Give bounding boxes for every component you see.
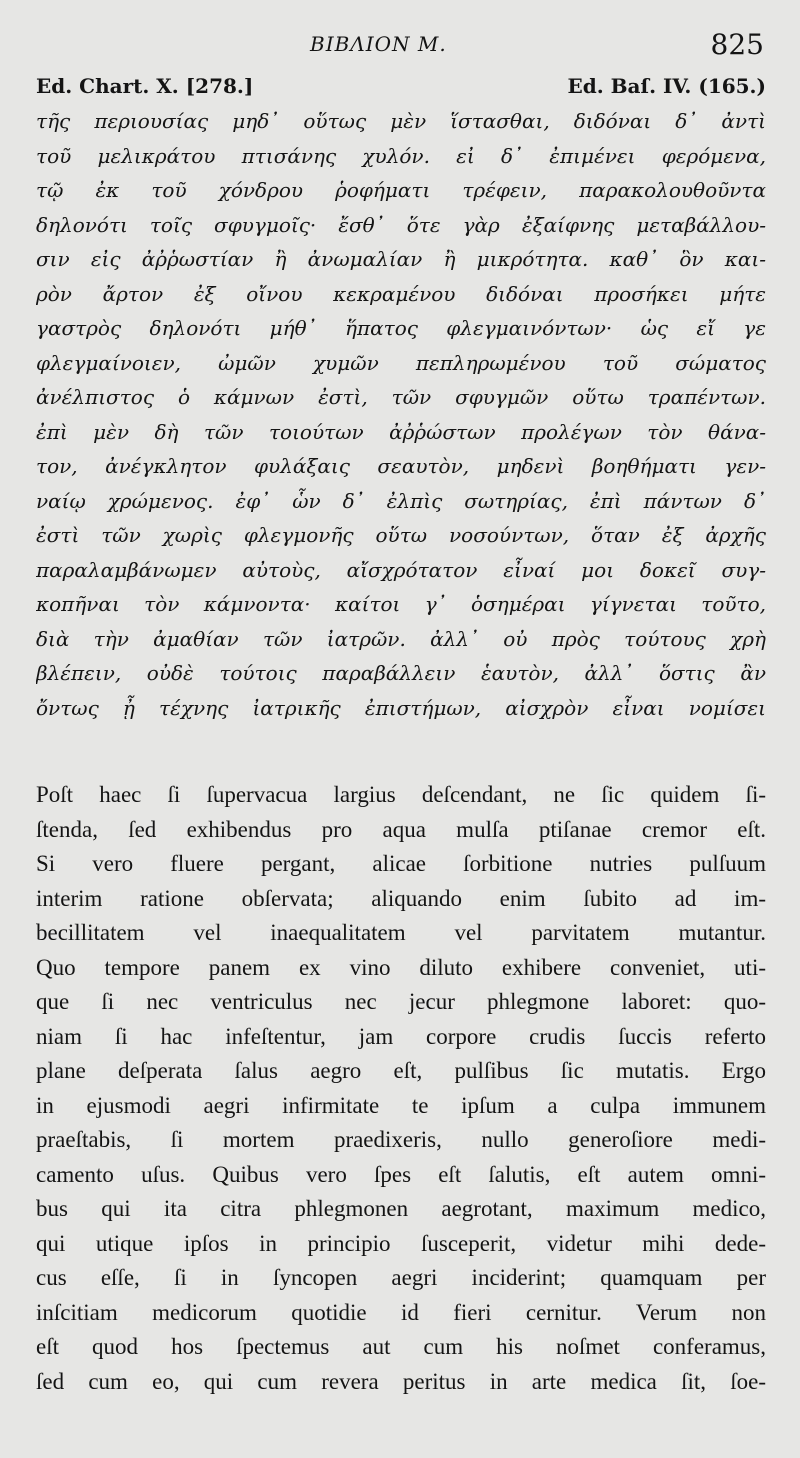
greek-text [36,104,766,725]
greek-text-line: τον, ἀνέγκλητον φυλάξαις σεαυτὸν, μηδενὶ βοηθήματι γεν- [36,454,766,478]
greek-text-line: ναίῳ χρώμενος. ἐφ᾽ ὧν δ᾽ ἐλπὶς σωτηρίας, ἐπὶ πάντων δ᾽ [36,488,766,513]
latin-text-line: Quo tempore panem ex vino diluto exhibere conveniet, uti- [36,954,766,980]
latin-text-line: Poſt haec ſi ſupervacua largius deſcendant, ne ſic quidem ſi- [36,782,766,807]
greek-text-line: ἐστὶ τῶν χωρὶς φλεγμονῆς οὕτω νοσούντων, ὅταν ἐξ ἀρχῆς [36,523,766,547]
greek-text-line: βλέπειν, οὐδὲ τούτοις παραβάλλειν ἑαυτὸν, ἀλλ᾽ ὅστις ἂν [36,661,766,685]
latin-text-line: bus qui ita citra phlegmonen aegrotant, maximum medico, [36,1196,766,1221]
latin-text-line: niam ſi hac infeſtentur, jam corpore crudis ſuccis referto [36,1023,766,1049]
latin-text-line: qui utique ipſos in principio ſusceperit, videtur mihi dede- [36,1230,766,1256]
running-title: BIBΛION M. [310,32,447,56]
greek-text-line: ὄντως ᾖ τέχνης ἰατρικῆς ἐπιστήμων, αἰσχρὸν εἶναι νομίσει [36,695,766,720]
greek-text-line: φλεγμαίνοιεν, ὠμῶν χυμῶν πεπληρωμένου τοῦ σώματος [36,350,766,375]
latin-text-line: praeſtabis, ſi mortem praedixeris, nullo generoſiore medi- [36,1127,766,1152]
latin-text-line: interim ratione obſervata; aliquando enim ſubito ad im- [36,885,766,911]
greek-text-line: δηλονότι τοῖς σφυγμοῖς· ἔσθ᾽ ὅτε γὰρ ἐξαίφνης μεταβάλλου- [36,212,766,237]
latin-text-line: ſtenda, ſed exhibendus pro aqua mulſa ptiſanae cremor eſt. [36,816,766,842]
greek-text-line: τῆς περιουσίας μηδ᾽ οὕτως μὲν ἵστασθαι, διδόναι δ᾽ ἀντὶ [36,109,766,133]
latin-text-line: que ſi nec ventriculus nec jecur phlegmone laboret: quo- [36,989,766,1014]
greek-text-line: ἀνέλπιστος ὁ κάμνων ἐστὶ, τῶν σφυγμῶν οὕτω τραπέντων. [36,385,766,409]
latin-text-line: in ejusmodi aegri infirmitate te ipſum a culpa immunem [36,1092,766,1118]
edition-left: Ed. Chart. X. [278.] [36,74,254,98]
greek-text-line: κοπῆναι τὸν κάμνοντα· καίτοι γ᾽ ὁσημέραι γίγνεται τοῦτο, [36,592,766,616]
latin-text-line: inſcitiam medicorum quotidie id fieri cernitur. Verum non [36,1299,766,1325]
greek-text-line: τῷ ἐκ τοῦ χόνδρου ῥοφήματι τρέφειν, παρακολουθοῦντα [36,178,766,202]
latin-text-line: ſed cum eo, qui cum revera peritus in arte medica ſit, ſoe- [36,1368,766,1394]
greek-text-line: γαστρὸς δηλονότι μήθ᾽ ἥπατος φλεγμαινόντων· ὡς εἴ γε [36,316,766,340]
latin-text-line: Si vero fluere pergant, alicae ſorbitione nutries pulſuum [36,851,766,876]
edition-line [36,74,766,104]
edition-right: Ed. Baſ. IV. (165.) [567,74,766,98]
latin-text-line: plane deſperata ſalus aegro eſt, pulſibus ſic mutatis. Ergo [36,1058,766,1083]
greek-text-line: παραλαμβάνωμεν αὐτοὺς, αἴσχρότατον εἶναί μοι δοκεῖ συγ- [36,557,766,582]
latin-text-line: eſt quod hos ſpectemus aut cum his noſmet conferamus, [36,1334,766,1359]
greek-text-line: τοῦ μελικράτου πτισάνης χυλόν. εἰ δ᾽ ἐπιμένει φερόμενα, [36,143,766,168]
greek-text-line: σιν εἰς ἀῤῥωστίαν ἢ ἀνωμαλίαν ἢ μικρότητα. καθ᾽ ὃν και- [36,247,766,271]
running-head [0,26,800,66]
page-number: 825 [710,28,764,61]
latin-text-line: cus eſſe, ſi in ſyncopen aegri inciderint; quamquam per [36,1265,766,1290]
greek-text-line: διὰ τὴν ἀμαθίαν τῶν ἰατρῶν. ἀλλ᾽ οὐ πρὸς τούτους χρὴ [36,626,766,651]
latin-text-line: camento uſus. Quibus vero ſpes eſt ſalutis, eſt autem omni- [36,1161,766,1187]
greek-text-line: ἐπὶ μὲν δὴ τῶν τοιούτων ἀῤῥώστων προλέγων τὸν θάνα- [36,419,766,444]
latin-text-line: becillitatem vel inaequalitatem vel parvitatem mutantur. [36,920,766,945]
latin-text [36,778,766,1399]
greek-text-line: ρὸν ἄρτον ἐξ οἴνου κεκραμένου διδόναι προσήκει μήτε [36,281,766,306]
